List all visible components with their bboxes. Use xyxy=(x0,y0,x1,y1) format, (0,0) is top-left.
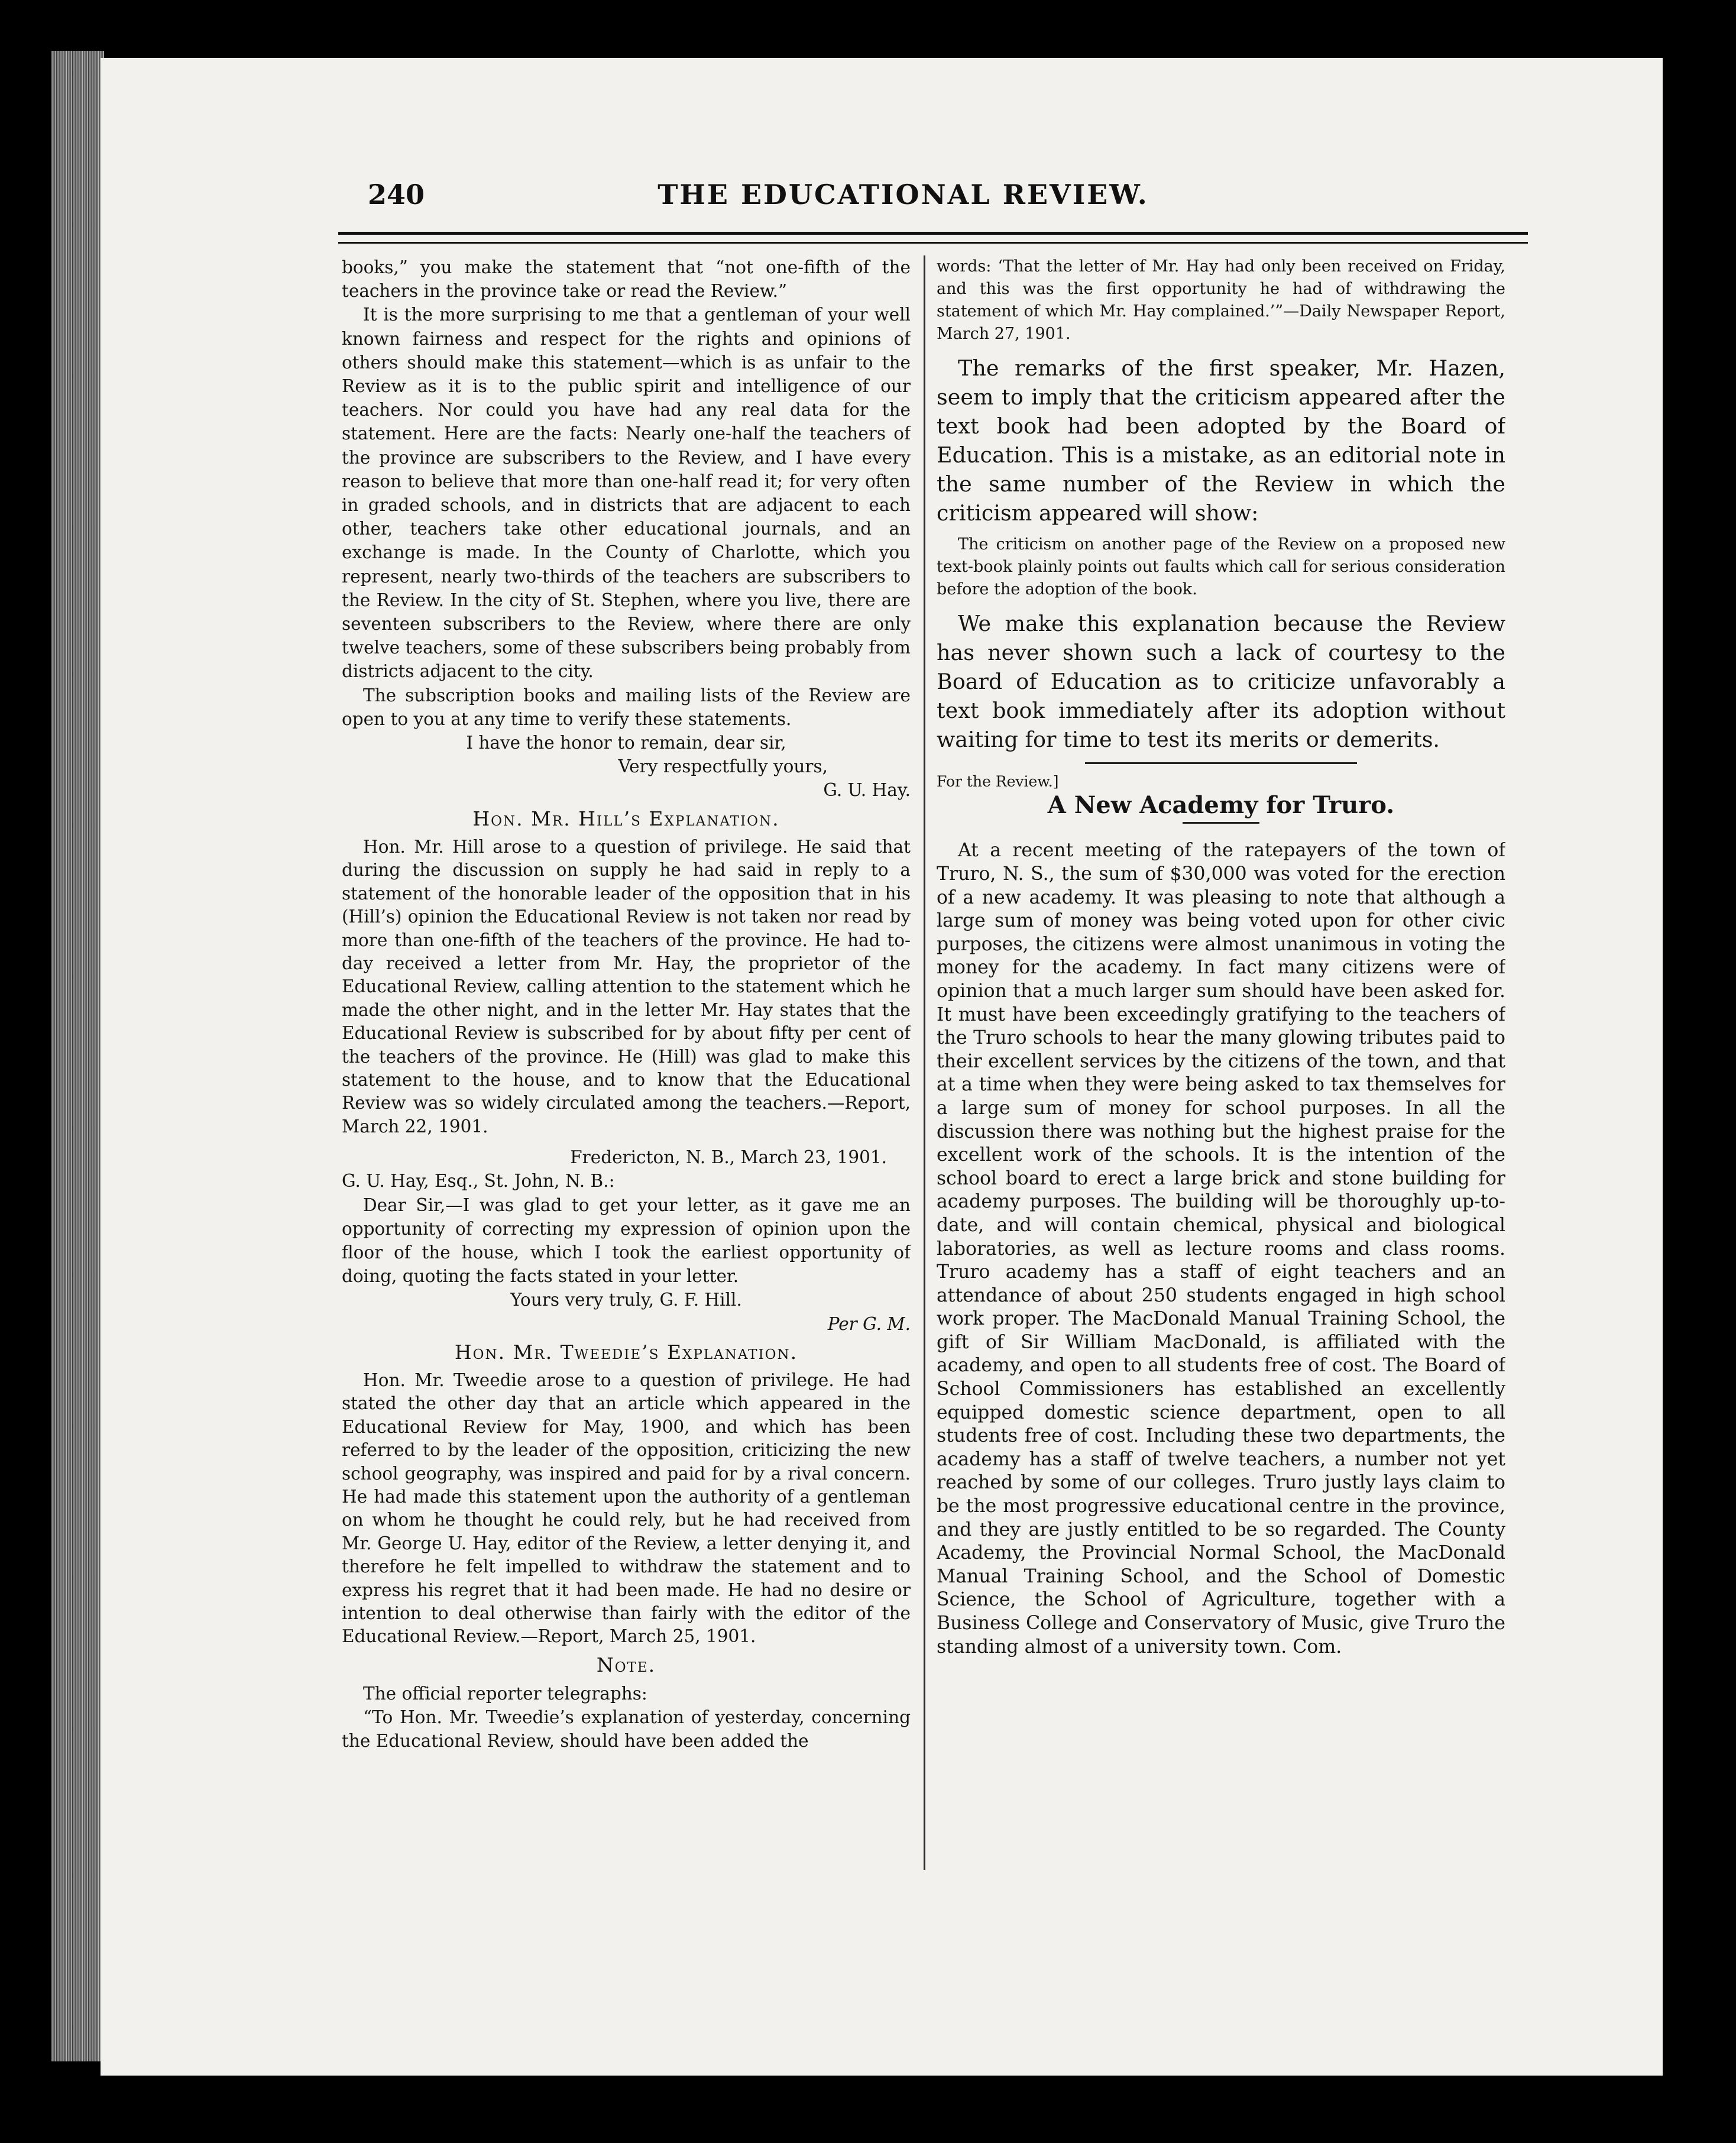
book-page-edges xyxy=(51,51,104,2061)
letter-address: G. U. Hay, Esq., St. John, N. B.: xyxy=(342,1171,615,1192)
left-paragraph-2: It is the more surprising to me that a gentleman of your well known fairness and respect for the rights and opinions of others should make this statement—which is as unfair to the Review as it is to the public spirit and intelligence of our teachers. Nor could you have had any real data for the statement. Here are the facts: Nearly one-half the teachers of the province are subscribers to the Review, and I have every reason to believe that more than one-half read it; for very often in graded schools, and in districts that are adjacent to each other, teachers take other educational journals, and an exchange is made. In the County of Charlotte, which you represent, nearly two-thirds of the teachers are subscribers to the Review. In the city of St. Stephen, where you live, there are seventeen subscribers to the Review, where there are only twelve teachers, some of these subscribers being probably from districts adjacent to the city. xyxy=(342,305,911,682)
right-paragraph-1: words: ‘That the letter of Mr. Hay had only been received on Friday, and this was the first opportunity he had of withdrawing the statement of which Mr. Hay complained.’”—Daily Newspaper Report, March 27, 1901. xyxy=(937,257,1505,343)
heading-new-academy: A New Academy for Truro. xyxy=(1047,791,1395,820)
left-paragraph-1: books,” you make the statement that “not one-fifth of the teachers in the province take or read the Review.” xyxy=(342,257,911,302)
running-title: THE EDUCATIONAL REVIEW. xyxy=(658,179,1149,211)
letter-closing-2: Very respectfully yours, xyxy=(618,756,828,777)
editorial-explanation: We make this explanation because the Review has never shown such a lack of courtesy to the Board of Education as to criticize unfavorably a text book immediately after its adoption without waiting for time to test its merits or demerits. xyxy=(937,611,1505,752)
article-credit: For the Review.] xyxy=(937,773,1059,790)
letter-closing-1: I have the honor to remain, dear sir, xyxy=(466,733,786,753)
header-double-rule xyxy=(338,232,1528,244)
editorial-quote: The criticism on another page of the Review on a proposed new text-book plainly points out faults which call for serious consideration before the adoption of the book. xyxy=(937,535,1505,598)
section-rule xyxy=(1085,762,1357,764)
note-intro: The official reporter telegraphs: xyxy=(363,1684,647,1704)
page-header xyxy=(272,179,1534,232)
page-number: 240 xyxy=(368,179,425,211)
note-telegraph-text: “To Hon. Mr. Tweedie’s explanation of yesterday, concerning the Educational Review, should have been added the xyxy=(342,1707,911,1752)
letter-signature-per: Per G. M. xyxy=(827,1313,911,1334)
heading-tweedie-explanation: Hon. Mr. Tweedie’s Explanation. xyxy=(454,1340,798,1364)
right-column xyxy=(937,255,1505,1870)
left-paragraph-3: The subscription books and mailing lists of the Review are open to you at any time to verify these statements. xyxy=(342,685,911,729)
letter-signature-hay: G. U. Hay. xyxy=(823,780,911,801)
letter-closing-3: Yours very truly, G. F. Hill. xyxy=(510,1290,742,1310)
heading-underline xyxy=(1183,822,1259,824)
hill-explanation-text: Hon. Mr. Hill arose to a question of privilege. He said that during the discussion on supply he had said in reply to a statement of the honorable leader of the opposition that in his (Hill’s) opinion the Educational Review is not taken nor read by more than one-fifth of the teachers of the province. He had to-day received a letter from Mr. Hay, the proprietor of the Educational Review, calling attention to the statement which he made the other night, and in the letter Mr. Hay states that the Educational Review is subscribed for by about fifty per cent of the teachers of the province. He (Hill) was glad to make this statement to the house, and to know that the Educational Review was so widely circulated among the teachers.—Report, March 22, 1901. xyxy=(342,836,911,1137)
letter-dateline: Fredericton, N. B., March 23, 1901. xyxy=(570,1147,887,1168)
editorial-remarks: The remarks of the first speaker, Mr. Hazen, seem to imply that the criticism appeared after the text book had been adopted by the Board of Education. This is a mistake, as an editorial note in the same number of the Review in which the criticism appeared will show: xyxy=(937,355,1505,526)
left-column xyxy=(342,255,911,1870)
column-divider xyxy=(924,255,925,1870)
hill-letter-text: Dear Sir,—I was glad to get your letter, as it gave me an opportunity of correcting my expression of opinion upon the floor of the house, which I took the earliest opportunity of doing, quoting the facts stated in your letter. xyxy=(342,1194,911,1287)
tweedie-explanation-text: Hon. Mr. Tweedie arose to a question of privilege. He had stated the other day that an article which appeared in the Educational Review for May, 1900, and which has been referred to by the leader of the opposition, criticizing the new school geography, was inspired and paid for by a rival concern. He had made this statement upon the authority of a gentleman on whom he thought he could rely, but he had received from Mr. George U. Hay, editor of the Review, a letter denying it, and therefore he felt impelled to withdraw the statement and to express his regret that it had been made. He had no desire or intention to deal otherwise than fairly with the editor of the Educational Review.—Report, March 25, 1901. xyxy=(342,1370,911,1647)
heading-hill-explanation: Hon. Mr. Hill’s Explanation. xyxy=(472,807,780,830)
heading-note: Note. xyxy=(596,1653,656,1676)
academy-article-text: At a recent meeting of the ratepayers of the town of Truro, N. S., the sum of $30,000 was voted for the erection of a new academy. It was pleasing to note that although a large sum of money was being voted upon for other civic purposes, the citizens were almost unanimous in voting the money for the academy. In fact many citizens were of opinion that a much larger sum should have been asked for. It must have been exceedingly gratifying to the teachers of the Truro schools to hear the many glowing tributes paid to their excellent services by the citizens of the town, and that at a time when they were being asked to tax themselves for a large sum of money for school purposes. In all the discussion there was nothing but the highest praise for the excellent work of the schools. It is the intention of the school board to erect a large brick and stone building for academy purposes. The building will be thoroughly up-to-date, and will contain chemical, physical and biological laboratories, as well as lecture rooms and class rooms. Truro academy has a staff of eight teachers and an attendance of about 250 students engaged in high school work proper. The MacDonald Manual Training School, the gift of Sir William MacDonald, is affiliated with the academy, and open to all students free of cost. The Board of School Commissioners has established an excellently equipped domestic science department, open to all students free of cost. Including these two departments, the academy has a staff of twelve teachers, a number not yet reached by some of our colleges. Truro justly lays claim to be the most progressive educational centre in the province, and they are justly entitled to be so regarded. The County Academy, the Provincial Normal School, the MacDonald Manual Training School, and the School of Domestic Science, the School of Agriculture, together with a Business College and Conservatory of Music, give Truro the standing almost of a university town. Com. xyxy=(937,840,1505,1658)
